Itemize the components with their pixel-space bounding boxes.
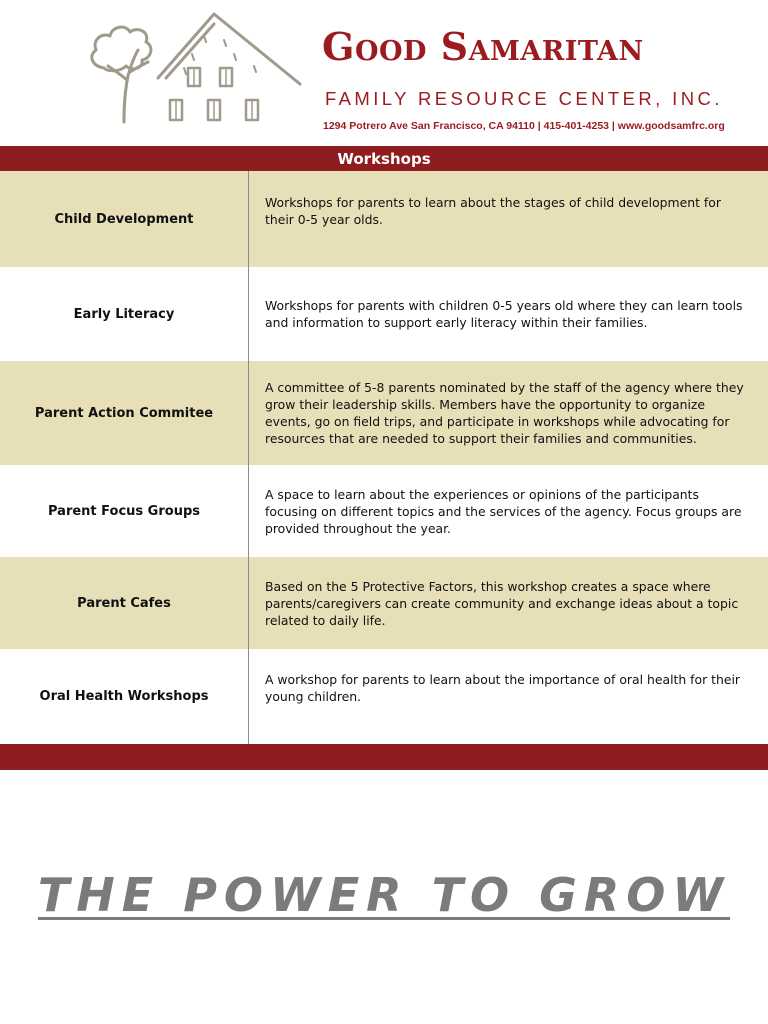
org-subtitle: FAMILY RESOURCE CENTER, INC. (325, 88, 723, 109)
workshop-name: Parent Action Commitee (0, 361, 249, 465)
section-title: Workshops (337, 150, 431, 168)
tagline: THE POWER TO GROW (37, 868, 731, 922)
table-row (0, 649, 768, 744)
footer-bar (0, 744, 768, 770)
workshop-description: A workshop for parents to learn about the importance of oral health for their young children. (265, 671, 741, 704)
workshops-table (0, 171, 768, 744)
org-contact-line: 1294 Potrero Ave San Francisco, CA 94110 | 415-401-4253 | www.goodsamfrc.org (323, 120, 725, 132)
workshop-name: Child Development (0, 171, 249, 267)
house-and-tree-logo (84, 10, 304, 128)
workshop-description: Workshops for parents with children 0-5 years old where they can learn tools and information to support early literacy within their families. (265, 298, 743, 330)
table-row (0, 171, 768, 267)
workshop-description: Workshops for parents to learn about the stages of child development for their 0-5 year olds. (265, 195, 721, 227)
table-row (0, 557, 768, 649)
workshop-name: Parent Focus Groups (0, 465, 249, 557)
header (0, 0, 768, 146)
table-row (0, 361, 768, 465)
table-row (0, 465, 768, 557)
workshop-description: A committee of 5-8 parents nominated by the staff of the agency where they grow their leadership skills. Members have the opportunity to organize events, go on field trips, and participate in workshops while advocating for resources that are needed to support their families and communities. (265, 380, 744, 446)
workshop-name: Parent Cafes (0, 557, 249, 649)
org-name: Good Samaritan (322, 24, 644, 69)
section-title-bar (0, 146, 768, 171)
workshop-name: Early Literacy (0, 267, 249, 361)
workshop-description: A space to learn about the experiences or opinions of the participants focusing on different topics and the services of the agency. Focus groups are provided throughout the year. (265, 486, 742, 536)
workshop-name: Oral Health Workshops (0, 649, 249, 744)
workshop-description: Based on the 5 Protective Factors, this workshop creates a space where parents/caregivers can create community and exchange ideas about a topic related to daily life. (265, 578, 739, 628)
table-row (0, 267, 768, 361)
